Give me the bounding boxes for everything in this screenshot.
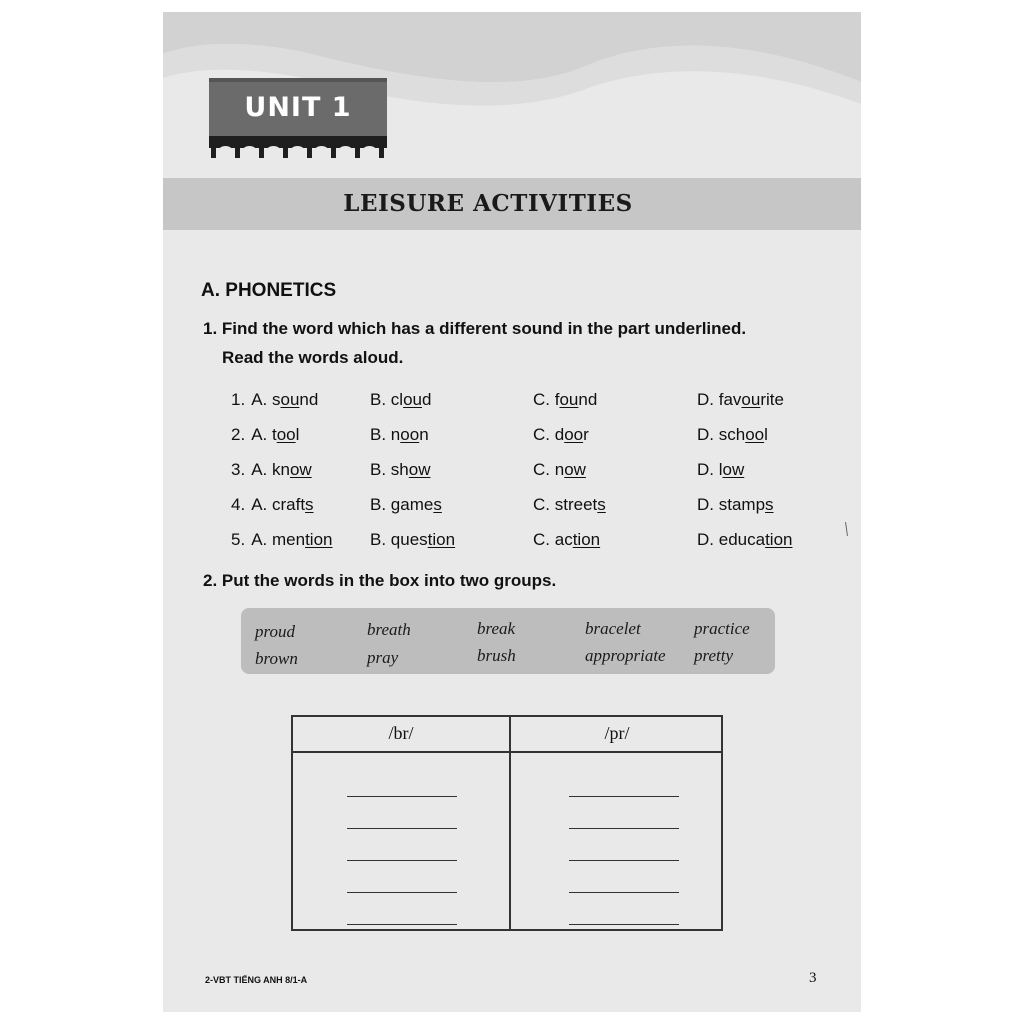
option-d[interactable] [697, 425, 768, 445]
underlined-part: ou [280, 390, 300, 409]
option-text: B. [370, 530, 391, 549]
underlined-part: ow [408, 460, 431, 479]
option-d[interactable] [697, 495, 774, 515]
page-number: 3 [809, 970, 817, 986]
option-text: craft [271, 495, 306, 514]
option-row [233, 460, 853, 490]
option-b[interactable] [370, 390, 431, 410]
option-text: C. [533, 390, 555, 409]
option-a[interactable] [231, 495, 314, 515]
row-number: 2. [231, 425, 246, 444]
grouping-table [291, 715, 723, 931]
option-text: A. [251, 425, 272, 444]
underlined-part: s [765, 495, 774, 514]
option-text: men [271, 530, 306, 549]
option-c[interactable] [533, 530, 600, 550]
option-text: D. [697, 390, 719, 409]
word-box-item: bracelet [585, 619, 641, 638]
option-text: street [554, 495, 598, 514]
option-text: rite [760, 390, 784, 409]
option-a[interactable] [231, 530, 332, 550]
option-text: A. [251, 390, 272, 409]
option-text: C. [533, 460, 555, 479]
row-number: 5. [231, 530, 246, 549]
underlined-part: ou [741, 390, 761, 409]
option-a[interactable] [231, 390, 318, 410]
option-c[interactable] [533, 390, 597, 410]
option-text: C. [533, 530, 555, 549]
option-a[interactable] [231, 425, 299, 445]
table-header-line [293, 751, 721, 753]
word-box [241, 608, 775, 674]
word-box-item: brush [477, 646, 516, 665]
option-b[interactable] [370, 530, 455, 550]
underlined-part: ow [722, 460, 745, 479]
word-box-item: practice [694, 619, 750, 638]
option-c[interactable] [533, 495, 606, 515]
option-row [233, 530, 853, 560]
table-header-pr: /pr/ [604, 723, 630, 743]
option-d[interactable] [697, 460, 744, 480]
option-text: A. [251, 530, 272, 549]
underlined-part: s [597, 495, 606, 514]
option-text: C. [533, 425, 555, 444]
option-text: l [295, 425, 300, 444]
answer-blank-pr-3[interactable] [569, 860, 679, 861]
option-text: l [718, 460, 723, 479]
option-text: stamp [718, 495, 766, 514]
option-text: l [764, 425, 768, 444]
row-number: 3. [231, 460, 246, 479]
underlined-part: ou [559, 390, 579, 409]
option-text: D. [697, 460, 719, 479]
word-box-item: break [477, 619, 516, 638]
option-text: ques [390, 530, 428, 549]
option-text: sh [390, 460, 409, 479]
option-text: kn [271, 460, 290, 479]
option-b[interactable] [370, 460, 431, 480]
option-text: t [271, 425, 277, 444]
option-text: nd [578, 390, 598, 409]
unit-heading: LEISURE ACTIVITIES [343, 190, 633, 217]
option-text: B. [370, 390, 391, 409]
option-text: n [554, 460, 565, 479]
workbook-page [163, 12, 861, 1012]
option-text: cl [390, 390, 404, 409]
underlined-part: tion [765, 530, 793, 549]
answer-blank-br-4[interactable] [347, 892, 457, 893]
option-row [233, 425, 853, 455]
option-text: n [390, 425, 401, 444]
unit-title: UNIT 1 [244, 92, 352, 123]
option-text: fav [718, 390, 742, 409]
question-1-line2: Read the words aloud. [222, 348, 404, 367]
word-box-item: brown [255, 649, 298, 668]
answer-blank-br-1[interactable] [347, 796, 457, 797]
underlined-part: s [433, 495, 442, 514]
underlined-part: oo [745, 425, 765, 444]
answer-blank-br-2[interactable] [347, 828, 457, 829]
option-text: sch [718, 425, 746, 444]
row-number: 4. [231, 495, 246, 514]
option-text: r [583, 425, 589, 444]
option-text: A. [251, 495, 272, 514]
answer-blank-pr-4[interactable] [569, 892, 679, 893]
row-number: 1. [231, 390, 246, 409]
underlined-part: oo [564, 425, 584, 444]
option-d[interactable] [697, 530, 792, 550]
underlined-part: ow [564, 460, 586, 479]
option-text: D. [697, 495, 719, 514]
word-box-item: breath [367, 620, 411, 639]
option-text: C. [533, 495, 555, 514]
answer-blank-pr-1[interactable] [569, 796, 679, 797]
option-text: educa [718, 530, 766, 549]
section-title: A. PHONETICS [201, 280, 337, 301]
answer-blank-pr-5[interactable] [569, 924, 679, 925]
question-2-title: 2. Put the words in the box into two groups. [203, 571, 557, 590]
question-1-line1: 1. Find the word which has a different sound in the part underlined. [203, 319, 747, 338]
option-text: nd [299, 390, 319, 409]
question-1-title [203, 314, 843, 372]
option-text: B. [370, 495, 391, 514]
option-text: d [422, 390, 432, 409]
option-text: B. [370, 425, 391, 444]
table-header-br: /br/ [388, 723, 414, 743]
underlined-part: tion [305, 530, 333, 549]
option-text: s [271, 390, 281, 409]
underlined-part: oo [400, 425, 420, 444]
option-text: A. [251, 460, 272, 479]
answer-blank-br-3[interactable] [347, 860, 457, 861]
option-text: B. [370, 460, 391, 479]
option-text: ac [554, 530, 573, 549]
option-c[interactable] [533, 460, 586, 480]
table-divider [509, 717, 511, 929]
option-text: D. [697, 425, 719, 444]
underlined-part: ou [403, 390, 422, 409]
underlined-part: s [305, 495, 314, 514]
option-text: d [554, 425, 565, 444]
answer-blank-pr-2[interactable] [569, 828, 679, 829]
option-a[interactable] [231, 460, 312, 480]
option-b[interactable] [370, 495, 442, 515]
option-d[interactable] [697, 390, 784, 410]
option-row [233, 390, 853, 420]
word-box-item: proud [255, 622, 295, 641]
underlined-part: ow [289, 460, 312, 479]
option-row [233, 495, 853, 525]
underlined-part: tion [572, 530, 601, 549]
footer-book-code: 2-VBT TIẾNG ANH 8/1-A [205, 975, 308, 985]
word-box-item: pray [367, 648, 399, 667]
option-text: game [390, 495, 434, 514]
word-box-item: appropriate [585, 646, 666, 665]
option-text: D. [697, 530, 719, 549]
underlined-part: oo [276, 425, 296, 444]
answer-blank-br-5[interactable] [347, 924, 457, 925]
option-text: f [554, 390, 560, 409]
option-b[interactable] [370, 425, 429, 445]
underlined-part: tion [427, 530, 456, 549]
option-text: n [419, 425, 429, 444]
word-box-item: pretty [694, 646, 734, 665]
option-c[interactable] [533, 425, 589, 445]
